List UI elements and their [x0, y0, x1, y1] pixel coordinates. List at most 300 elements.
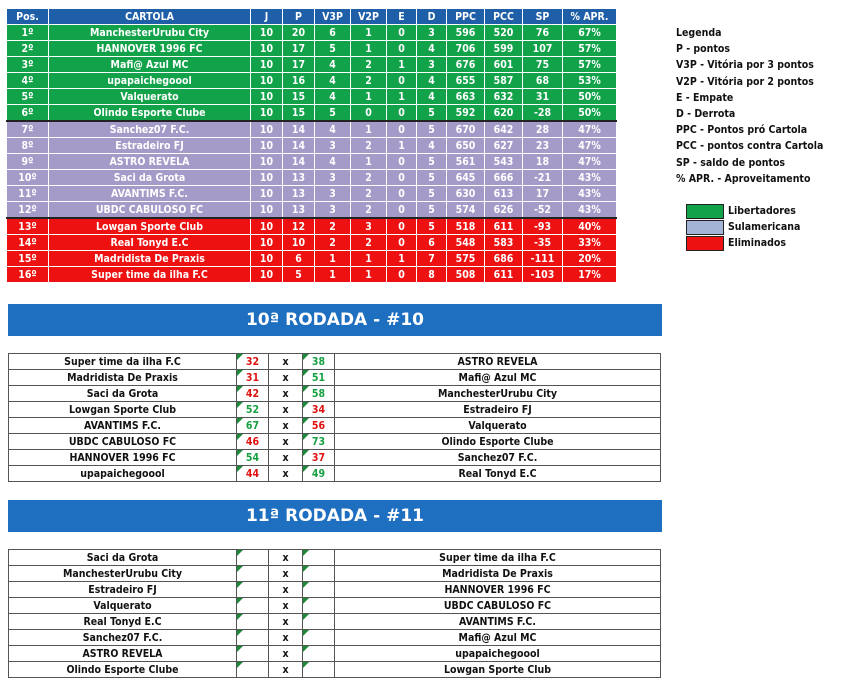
home-score: [237, 630, 269, 646]
zone-legend: [686, 203, 800, 251]
pcc-cell: 611: [485, 218, 523, 235]
p-cell: 10: [283, 235, 315, 251]
j-cell: 10: [251, 186, 283, 202]
match-row: [9, 662, 661, 678]
e-cell: 0: [387, 154, 417, 170]
away-team: Super time da ilha F.C: [335, 550, 661, 566]
e-cell: 0: [387, 25, 417, 41]
d-cell: 4: [417, 41, 447, 57]
pos-cell: 9º: [7, 154, 49, 170]
away-score: [303, 550, 335, 566]
cartola-cell: ASTRO REVELA: [49, 154, 251, 170]
p-cell: 14: [283, 154, 315, 170]
versus-separator: x: [269, 550, 303, 566]
v3p-cell: 1: [315, 267, 351, 283]
col-header-v2p: V2P: [351, 9, 387, 25]
pcc-cell: 632: [485, 89, 523, 105]
d-cell: 4: [417, 89, 447, 105]
standings-row: [7, 154, 617, 170]
e-cell: 0: [387, 202, 417, 219]
j-cell: 10: [251, 41, 283, 57]
j-cell: 10: [251, 235, 283, 251]
cartola-cell: Mafi@ Azul MC: [49, 57, 251, 73]
away-score: [303, 662, 335, 678]
standings-row: [7, 138, 617, 154]
pos-cell: 15º: [7, 251, 49, 267]
v3p-cell: 5: [315, 105, 351, 122]
ppc-cell: 575: [447, 251, 485, 267]
v3p-cell: 4: [315, 121, 351, 138]
pos-cell: 3º: [7, 57, 49, 73]
cartola-cell: Sanchez07 F.C.: [49, 121, 251, 138]
pcc-cell: 620: [485, 105, 523, 122]
apr-cell: 43%: [563, 170, 617, 186]
e-cell: 1: [387, 57, 417, 73]
home-team: AVANTIMS F.C.: [9, 418, 237, 434]
pos-cell: 8º: [7, 138, 49, 154]
pcc-cell: 627: [485, 138, 523, 154]
v3p-cell: 4: [315, 73, 351, 89]
sp-cell: -28: [523, 105, 563, 122]
e-cell: 0: [387, 267, 417, 283]
v2p-cell: 1: [351, 154, 387, 170]
home-score: 46: [237, 434, 269, 450]
sp-cell: 75: [523, 57, 563, 73]
home-team: Saci da Grota: [9, 386, 237, 402]
col-header-apr: % APR.: [563, 9, 617, 25]
sp-cell: -93: [523, 218, 563, 235]
v2p-cell: 1: [351, 25, 387, 41]
standings-row: [7, 267, 617, 283]
home-score: 52: [237, 402, 269, 418]
p-cell: 14: [283, 121, 315, 138]
match-row: [9, 450, 661, 466]
d-cell: 6: [417, 235, 447, 251]
away-score: 58: [303, 386, 335, 402]
v2p-cell: 1: [351, 41, 387, 57]
pos-cell: 14º: [7, 235, 49, 251]
ppc-cell: 508: [447, 267, 485, 283]
pos-cell: 10º: [7, 170, 49, 186]
legend-item: P - pontos: [676, 43, 731, 56]
e-cell: 0: [387, 73, 417, 89]
d-cell: 8: [417, 267, 447, 283]
ppc-cell: 655: [447, 73, 485, 89]
away-team: Mafi@ Azul MC: [335, 370, 661, 386]
pcc-cell: 601: [485, 57, 523, 73]
sp-cell: 107: [523, 41, 563, 57]
p-cell: 13: [283, 186, 315, 202]
d-cell: 5: [417, 202, 447, 219]
away-team: ASTRO REVELA: [335, 354, 661, 370]
versus-separator: x: [269, 662, 303, 678]
p-cell: 17: [283, 41, 315, 57]
e-cell: 1: [387, 251, 417, 267]
cartola-cell: AVANTIMS F.C.: [49, 186, 251, 202]
home-score: [237, 614, 269, 630]
match-row: [9, 434, 661, 450]
v3p-cell: 4: [315, 57, 351, 73]
away-team: Olindo Esporte Clube: [335, 434, 661, 450]
versus-separator: x: [269, 598, 303, 614]
away-score: 37: [303, 450, 335, 466]
col-header-pos: Pos.: [7, 9, 49, 25]
match-row: [9, 566, 661, 582]
d-cell: 4: [417, 73, 447, 89]
versus-separator: x: [269, 434, 303, 450]
v2p-cell: 2: [351, 73, 387, 89]
legend-item: D - Derrota: [676, 108, 736, 121]
ppc-cell: 706: [447, 41, 485, 57]
apr-cell: 57%: [563, 57, 617, 73]
ppc-cell: 592: [447, 105, 485, 122]
home-team: Saci da Grota: [9, 550, 237, 566]
home-team: Lowgan Sporte Club: [9, 402, 237, 418]
sp-cell: 68: [523, 73, 563, 89]
match-row: [9, 386, 661, 402]
pcc-cell: 626: [485, 202, 523, 219]
p-cell: 14: [283, 138, 315, 154]
j-cell: 10: [251, 251, 283, 267]
d-cell: 3: [417, 25, 447, 41]
v2p-cell: 1: [351, 251, 387, 267]
p-cell: 16: [283, 73, 315, 89]
legend-item: PPC - Pontos pró Cartola: [676, 124, 808, 137]
away-score: 56: [303, 418, 335, 434]
ppc-cell: 650: [447, 138, 485, 154]
d-cell: 5: [417, 154, 447, 170]
match-row: [9, 354, 661, 370]
j-cell: 10: [251, 138, 283, 154]
away-team: ManchesterUrubu City: [335, 386, 661, 402]
away-team: Estradeiro FJ: [335, 402, 661, 418]
away-team: AVANTIMS F.C.: [335, 614, 661, 630]
pos-cell: 13º: [7, 218, 49, 235]
home-score: [237, 582, 269, 598]
home-team: Olindo Esporte Clube: [9, 662, 237, 678]
sp-cell: 23: [523, 138, 563, 154]
v3p-cell: 4: [315, 89, 351, 105]
legend: [676, 25, 823, 187]
pcc-cell: 583: [485, 235, 523, 251]
j-cell: 10: [251, 73, 283, 89]
j-cell: 10: [251, 89, 283, 105]
away-team: Madridista De Praxis: [335, 566, 661, 582]
v3p-cell: 3: [315, 138, 351, 154]
cartola-cell: Olindo Esporte Clube: [49, 105, 251, 122]
e-cell: 0: [387, 41, 417, 57]
standings-row: [7, 251, 617, 267]
zone-swatch-eliminados: [686, 236, 724, 251]
away-score: [303, 582, 335, 598]
col-header-sp: SP: [523, 9, 563, 25]
apr-cell: 47%: [563, 154, 617, 170]
versus-separator: x: [269, 630, 303, 646]
round-11-banner: 11ª RODADA - #11: [8, 500, 662, 532]
home-score: [237, 550, 269, 566]
standings-row: [7, 105, 617, 122]
match-row: [9, 582, 661, 598]
zone-legend-sulamericana: [686, 219, 800, 235]
apr-cell: 50%: [563, 105, 617, 122]
away-team: Valquerato: [335, 418, 661, 434]
d-cell: 4: [417, 138, 447, 154]
col-header-v3p: V3P: [315, 9, 351, 25]
standings-row: [7, 121, 617, 138]
d-cell: 3: [417, 57, 447, 73]
standings-row: [7, 186, 617, 202]
away-score: [303, 614, 335, 630]
away-score: 38: [303, 354, 335, 370]
col-header-p: P: [283, 9, 315, 25]
p-cell: 17: [283, 57, 315, 73]
legend-item: V3P - Vitória por 3 pontos: [676, 59, 814, 72]
home-team: Valquerato: [9, 598, 237, 614]
sp-cell: 18: [523, 154, 563, 170]
ppc-cell: 518: [447, 218, 485, 235]
p-cell: 6: [283, 251, 315, 267]
home-team: upapaichegoool: [9, 466, 237, 482]
apr-cell: 43%: [563, 202, 617, 219]
match-row: [9, 466, 661, 482]
away-score: 51: [303, 370, 335, 386]
v2p-cell: 2: [351, 186, 387, 202]
e-cell: 0: [387, 105, 417, 122]
col-header-pcc: PCC: [485, 9, 523, 25]
pcc-cell: 613: [485, 186, 523, 202]
away-score: [303, 646, 335, 662]
sp-cell: 28: [523, 121, 563, 138]
away-team: Mafi@ Azul MC: [335, 630, 661, 646]
v3p-cell: 3: [315, 186, 351, 202]
apr-cell: 33%: [563, 235, 617, 251]
home-score: 54: [237, 450, 269, 466]
p-cell: 13: [283, 202, 315, 219]
zone-swatch-sulamericana: [686, 220, 724, 235]
legend-item: E - Empate: [676, 91, 734, 104]
round-11-matches: [8, 549, 661, 678]
e-cell: 0: [387, 121, 417, 138]
j-cell: 10: [251, 170, 283, 186]
sp-cell: -52: [523, 202, 563, 219]
j-cell: 10: [251, 154, 283, 170]
v3p-cell: 2: [315, 235, 351, 251]
standings-row: [7, 89, 617, 105]
pos-cell: 12º: [7, 202, 49, 219]
pos-cell: 16º: [7, 267, 49, 283]
home-team: UBDC CABULOSO FC: [9, 434, 237, 450]
apr-cell: 17%: [563, 267, 617, 283]
ppc-cell: 676: [447, 57, 485, 73]
pcc-cell: 587: [485, 73, 523, 89]
sp-cell: -111: [523, 251, 563, 267]
v3p-cell: 5: [315, 41, 351, 57]
legend-title: Legenda: [676, 27, 722, 39]
e-cell: 0: [387, 170, 417, 186]
p-cell: 20: [283, 25, 315, 41]
e-cell: 1: [387, 138, 417, 154]
v3p-cell: 6: [315, 25, 351, 41]
home-score: 31: [237, 370, 269, 386]
home-team: Real Tonyd E.C: [9, 614, 237, 630]
ppc-cell: 574: [447, 202, 485, 219]
versus-separator: x: [269, 614, 303, 630]
apr-cell: 47%: [563, 121, 617, 138]
cartola-cell: Real Tonyd E.C: [49, 235, 251, 251]
j-cell: 10: [251, 267, 283, 283]
pcc-cell: 520: [485, 25, 523, 41]
home-team: ManchesterUrubu City: [9, 566, 237, 582]
d-cell: 5: [417, 218, 447, 235]
standings-row: [7, 57, 617, 73]
ppc-cell: 630: [447, 186, 485, 202]
apr-cell: 50%: [563, 89, 617, 105]
zone-legend-libertadores: [686, 203, 800, 219]
e-cell: 0: [387, 186, 417, 202]
pos-cell: 4º: [7, 73, 49, 89]
zone-label: Sulamericana: [728, 221, 801, 233]
d-cell: 5: [417, 105, 447, 122]
standings-row: [7, 25, 617, 41]
pos-cell: 11º: [7, 186, 49, 202]
sp-cell: 76: [523, 25, 563, 41]
pcc-cell: 611: [485, 267, 523, 283]
versus-separator: x: [269, 466, 303, 482]
away-score: 73: [303, 434, 335, 450]
match-row: [9, 630, 661, 646]
standings-row: [7, 170, 617, 186]
apr-cell: 43%: [563, 186, 617, 202]
v2p-cell: 1: [351, 267, 387, 283]
v3p-cell: 3: [315, 202, 351, 219]
e-cell: 1: [387, 89, 417, 105]
v2p-cell: 2: [351, 138, 387, 154]
ppc-cell: 596: [447, 25, 485, 41]
pos-cell: 2º: [7, 41, 49, 57]
standings-row: [7, 202, 617, 219]
zone-label: Eliminados: [728, 237, 786, 249]
versus-separator: x: [269, 402, 303, 418]
cartola-cell: Estradeiro FJ: [49, 138, 251, 154]
sp-cell: -21: [523, 170, 563, 186]
standings-row: [7, 41, 617, 57]
p-cell: 12: [283, 218, 315, 235]
home-score: 67: [237, 418, 269, 434]
versus-separator: x: [269, 354, 303, 370]
sp-cell: -103: [523, 267, 563, 283]
j-cell: 10: [251, 218, 283, 235]
home-score: 42: [237, 386, 269, 402]
e-cell: 0: [387, 235, 417, 251]
away-score: [303, 566, 335, 582]
home-team: Sanchez07 F.C.: [9, 630, 237, 646]
legend-item: V2P - Vitória por 2 pontos: [676, 75, 814, 88]
v3p-cell: 4: [315, 154, 351, 170]
v2p-cell: 0: [351, 105, 387, 122]
v2p-cell: 2: [351, 57, 387, 73]
p-cell: 13: [283, 170, 315, 186]
col-header-e: E: [387, 9, 417, 25]
col-header-cartola: CARTOLA: [49, 9, 251, 25]
zone-swatch-libertadores: [686, 204, 724, 219]
pos-cell: 6º: [7, 105, 49, 122]
standings-header-row: [7, 9, 617, 25]
ppc-cell: 548: [447, 235, 485, 251]
v2p-cell: 3: [351, 218, 387, 235]
versus-separator: x: [269, 386, 303, 402]
away-team: upapaichegoool: [335, 646, 661, 662]
j-cell: 10: [251, 57, 283, 73]
pcc-cell: 686: [485, 251, 523, 267]
v2p-cell: 2: [351, 235, 387, 251]
apr-cell: 57%: [563, 41, 617, 57]
match-row: [9, 370, 661, 386]
cartola-cell: Madridista De Praxis: [49, 251, 251, 267]
versus-separator: x: [269, 450, 303, 466]
v3p-cell: 1: [315, 251, 351, 267]
versus-separator: x: [269, 646, 303, 662]
away-team: UBDC CABULOSO FC: [335, 598, 661, 614]
cartola-cell: HANNOVER 1996 FC: [49, 41, 251, 57]
match-row: [9, 402, 661, 418]
sp-cell: 17: [523, 186, 563, 202]
home-team: Super time da ilha F.C: [9, 354, 237, 370]
match-row: [9, 550, 661, 566]
match-row: [9, 418, 661, 434]
pos-cell: 7º: [7, 121, 49, 138]
legend-item: PCC - pontos contra Cartola: [676, 140, 824, 153]
d-cell: 5: [417, 121, 447, 138]
match-row: [9, 598, 661, 614]
v2p-cell: 2: [351, 202, 387, 219]
standings-row: [7, 235, 617, 251]
home-score: [237, 662, 269, 678]
zone-legend-eliminados: [686, 235, 800, 251]
pos-cell: 1º: [7, 25, 49, 41]
ppc-cell: 670: [447, 121, 485, 138]
away-team: Lowgan Sporte Club: [335, 662, 661, 678]
pcc-cell: 543: [485, 154, 523, 170]
away-score: 34: [303, 402, 335, 418]
away-team: Real Tonyd E.C: [335, 466, 661, 482]
round-10-banner: 10ª RODADA - #10: [8, 304, 662, 336]
j-cell: 10: [251, 121, 283, 138]
sp-cell: -35: [523, 235, 563, 251]
cartola-cell: Lowgan Sporte Club: [49, 218, 251, 235]
zone-label: Libertadores: [728, 205, 796, 217]
versus-separator: x: [269, 582, 303, 598]
match-row: [9, 614, 661, 630]
col-header-j: J: [251, 9, 283, 25]
standings-table: [6, 8, 617, 283]
d-cell: 5: [417, 186, 447, 202]
versus-separator: x: [269, 566, 303, 582]
v3p-cell: 3: [315, 170, 351, 186]
cartola-cell: upapaichegoool: [49, 73, 251, 89]
away-team: Sanchez07 F.C.: [335, 450, 661, 466]
legend-item: SP - saldo de pontos: [676, 156, 786, 169]
cartola-cell: Saci da Grota: [49, 170, 251, 186]
j-cell: 10: [251, 202, 283, 219]
home-score: [237, 566, 269, 582]
ppc-cell: 561: [447, 154, 485, 170]
v2p-cell: 1: [351, 89, 387, 105]
home-team: Estradeiro FJ: [9, 582, 237, 598]
j-cell: 10: [251, 105, 283, 122]
home-team: HANNOVER 1996 FC: [9, 450, 237, 466]
legend-item: % APR. - Aproveitamento: [676, 172, 811, 185]
pcc-cell: 642: [485, 121, 523, 138]
